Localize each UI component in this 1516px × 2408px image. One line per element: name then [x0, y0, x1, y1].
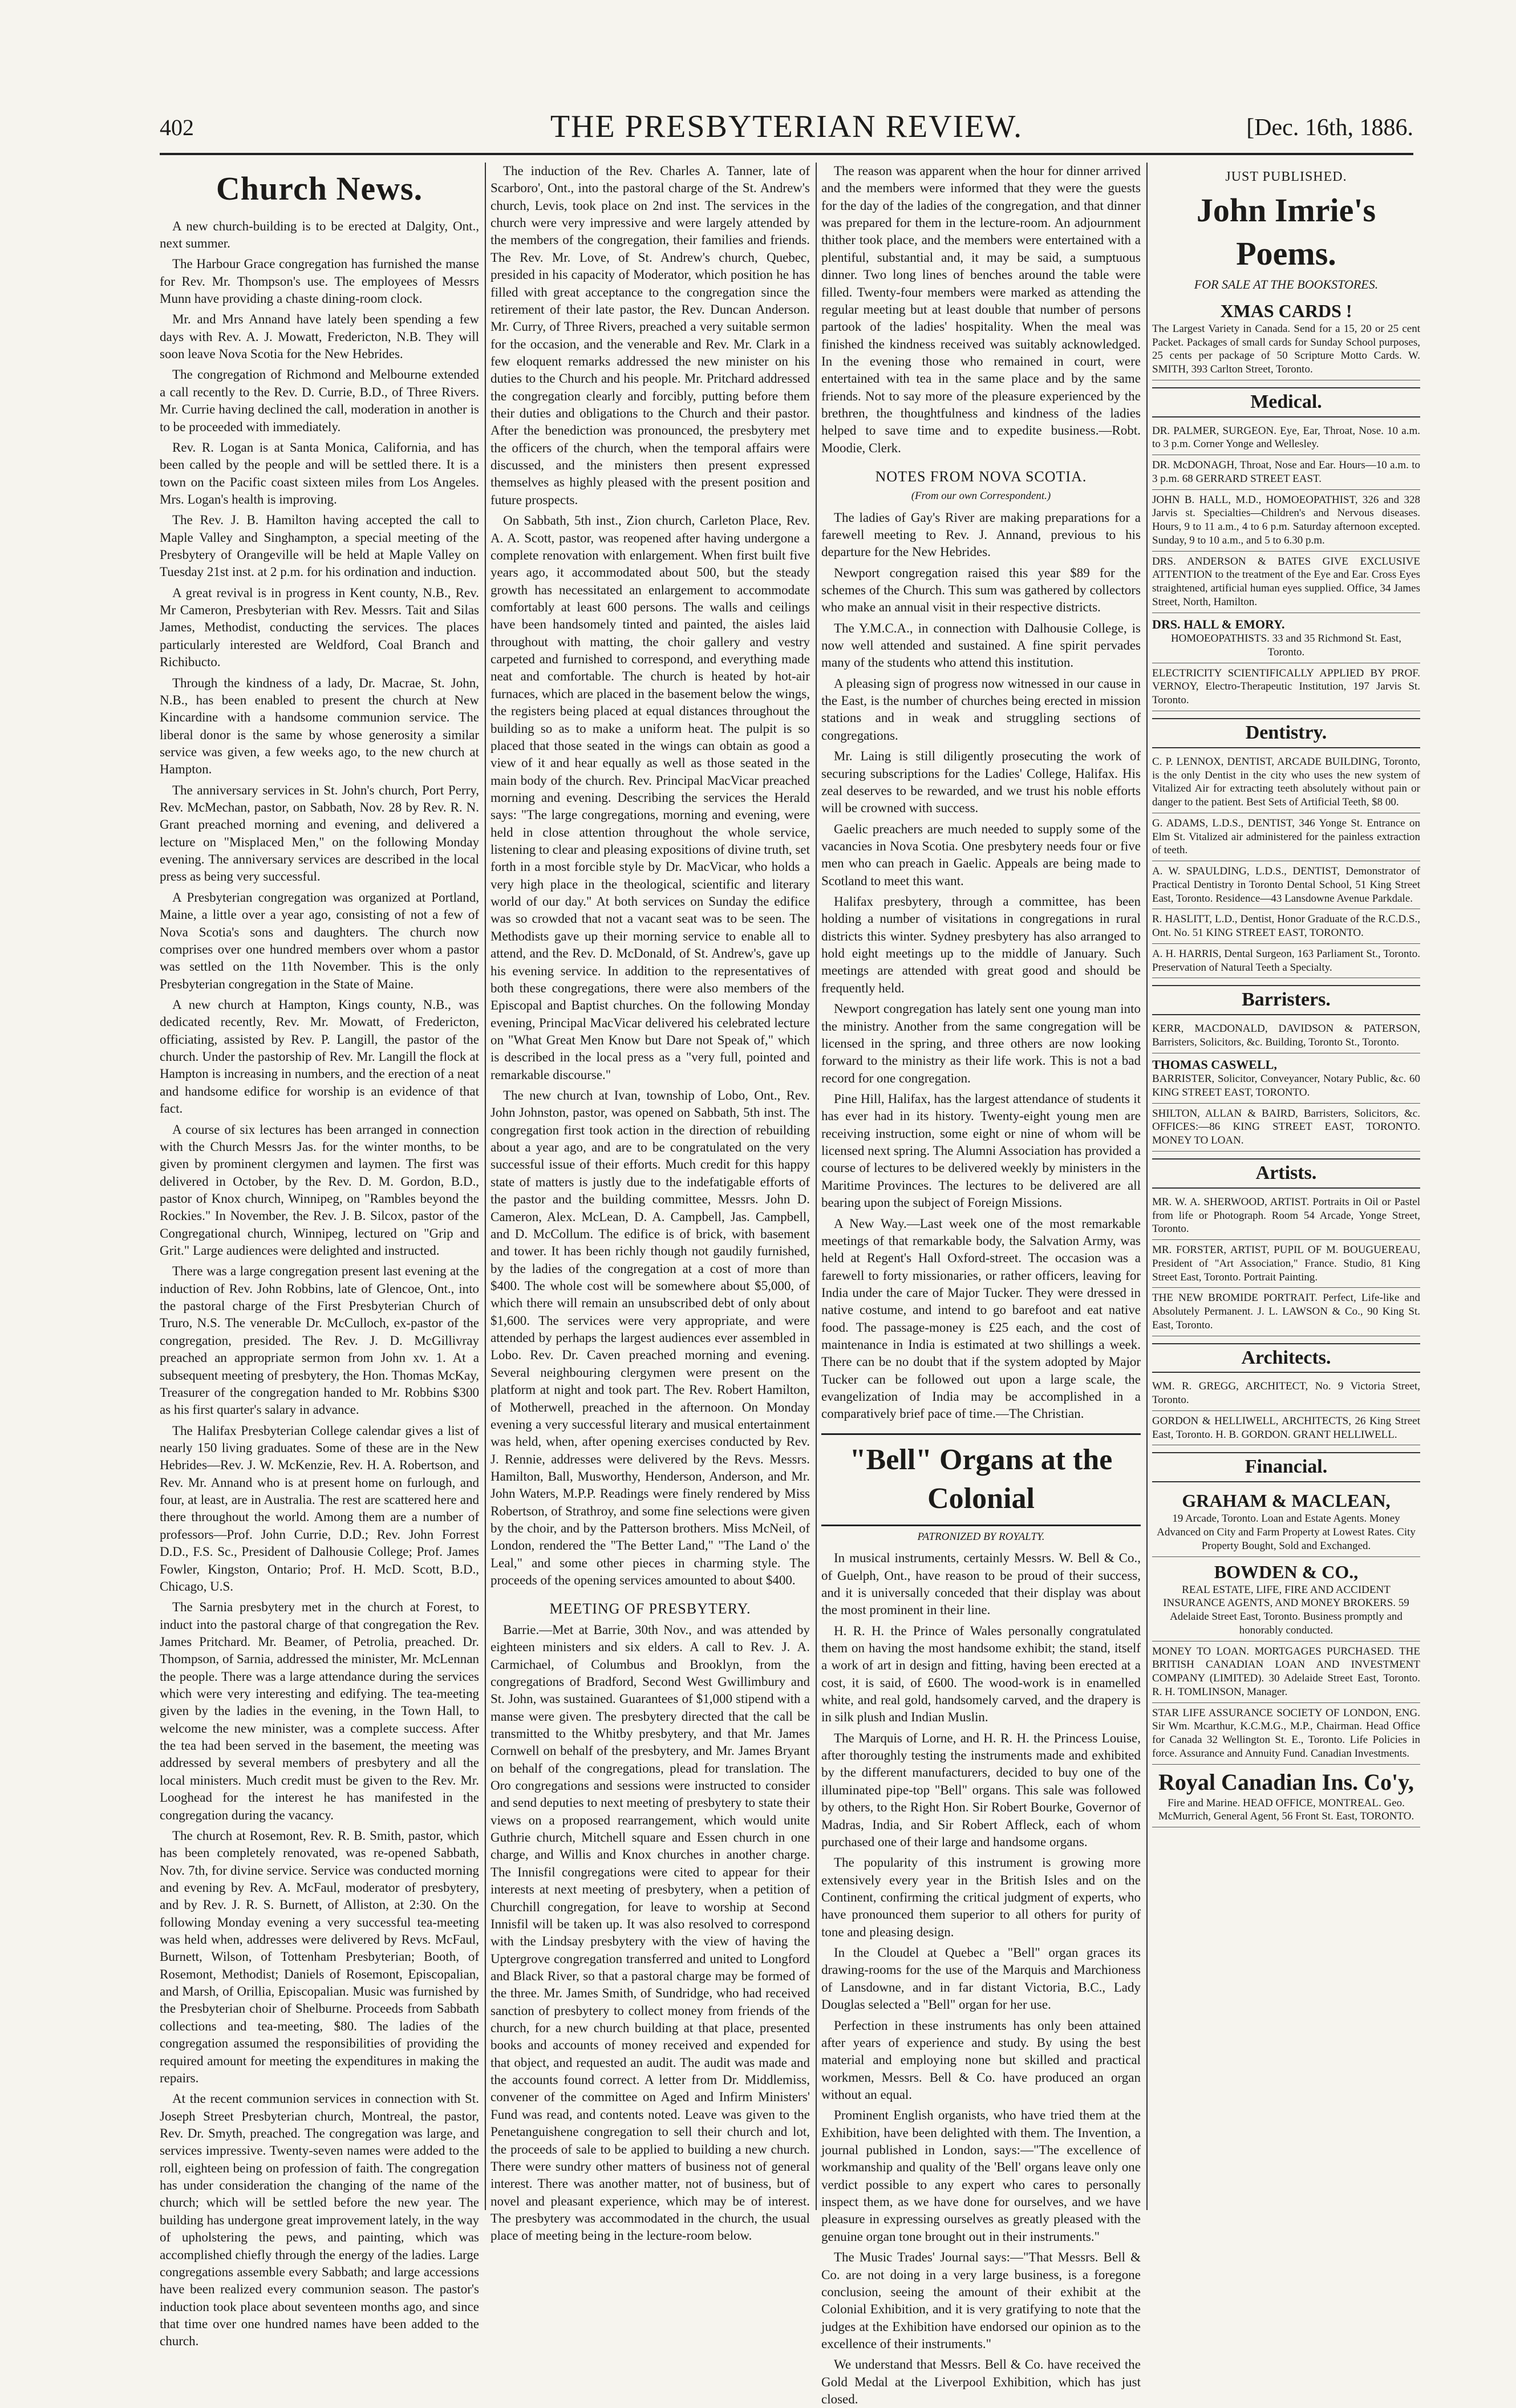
column-advertisements — [1152, 163, 1420, 2210]
news-item: Barrie.—Met at Barrie, 30th Nov., and was attended by eighteen ministers and six elders. A call to Rev. J. A. Carmichael, of Columbus and Brooklyn, from the congregations of Bradford, Second West Gwillimbury and St. John, was sustained. Guarantees of $1,000 stipend with a manse were given. The presbytery directed that the call be transmitted to the Whitby presbytery, and that Mr. James Cornwell on behalf of the presbytery, and Mr. James Bryant on behalf of the congregations, plead for translation. The Oro congregations and sessions were instructed to consider and send deputies to next meeting of presbytery to state their views on a proposed rearrangement, which would unite Guthrie church, Mitchell square and Essen church in one charge, and Willis and Knox churches in another charge. The Innisfil congregations were cited to appear for their interests at next meeting of presbytery, when a petition of Churchill congregation, for leave to worship at Second Innisfil will be taken up. It was also resolved to correspond with the Lindsay presbytery with the view of having the Uptergrove congregation transferred and united to Longford and Black River, so that a pastoral charge may be formed of the three. Mr. James Smith, of Sundridge, who had received sanction of presbytery to collect money from friends of the church, for a new church building at that place, presented books and accounts of money received and expended for that object, and requested an audit. The audit was made and the accounts found correct. A letter from Dr. Middlemiss, convener of the committee on Aged and Infirm Ministers' Fund was read, and contents noted. Leave was given to the Penetanguishene congregation to sell their church and lot, the proceeds of sale to be applied to building a new church. There were sundry other matters of business not of general interest. There was another matter, not of business, but of novel and pleasant experience, which may be of interest. The presbytery was accommodated in the church, the usual place of meeting being in the lecture-room below. — [491, 1622, 810, 2243]
imrie-poems-subtitle: FOR SALE AT THE BOOKSTORES. — [1194, 277, 1379, 291]
news-item: Mr. and Mrs Annand have lately been spending a few days with Rev. A. J. Mowatt, Fredericton, N.B. They will soon leave Nova Scotia for the New Hebrides. — [160, 312, 479, 362]
news-item: Pine Hill, Halifax, has the largest attendance of students it has ever had in its history. Twenty-eight young men are receiving instruction, some eight or nine of whom will be licensed next spring. The Alumni Association has provided a course of lectures to be delivered weekly by ministers in the Maritime Provinces. The lectures to be delivered are all bearing upon the subject of Foreign Missions. — [821, 1092, 1141, 1210]
news-item: A Presbyterian congregation was organized at Portland, Maine, a little over a year ago, consisting of not a few of Nova Scotia's sons and daughters. The church now comprises over one hundred members over whom a pastor was settled on the 11th November. This is the only Presbyterian congregation in the State of Maine. — [160, 890, 479, 991]
news-item: We understand that Messrs. Bell & Co. have received the Gold Medal at the Liverpool Exhibition, which has just closed. — [821, 2357, 1141, 2407]
financial-ad: STAR LIFE ASSURANCE SOCIETY OF LONDON, ENG. Sir Wm. Mcarthur, K.C.M.G., M.P., Chairman. Head Office for Canada 32 Wellington St. E., Toronto. Life Policies in force. Assurance and Annuity Fund. Canadian Investments. — [1152, 1703, 1420, 1765]
news-item: Rev. R. Logan is at Santa Monica, California, and has been called by the people and will be settled there. It is a town on the Pacific coast sixteen miles from Los Angeles. Mrs. Logan's health is improving. — [160, 440, 479, 506]
medical-ad-name: DRS. HALL & EMORY. — [1152, 617, 1285, 631]
column-divider — [816, 163, 817, 2210]
financial-ad-name: GRAHAM & MACLEAN, — [1182, 1490, 1391, 1511]
imrie-poems-title: John Imrie's Poems. — [1196, 191, 1376, 273]
medical-ad: DR. PALMER, SURGEON. Eye, Ear, Throat, Nose. 10 a.m. to 3 p.m. Corner Yonge and Wellesley. — [1152, 421, 1420, 456]
section-heading-medical: Medical. — [1152, 387, 1420, 417]
dentist-ad: A. H. HARRIS, Dental Surgeon, 163 Parliament St., Toronto. Preservation of Natural Teeth a Specialty. — [1152, 944, 1420, 979]
financial-ad-name: BOWDEN & CO., — [1214, 1561, 1359, 1582]
medical-ad: DR. McDONAGH, Throat, Nose and Ear. Hours—10 a.m. to 3 p.m. 68 GERRARD STREET EAST. — [1152, 455, 1420, 490]
news-item: A new church-building is to be erected at Dalgity, Ont., next summer. — [160, 218, 479, 250]
correspondent-note: (From our own Correspondent.) — [911, 490, 1051, 502]
news-item: The ladies of Gay's River are making preparations for a farewell meeting to Rev. J. Annand, previous to his departure for the New Hebrides. — [821, 510, 1141, 560]
financial-ad-text: 19 Arcade, Toronto. Loan and Estate Agents. Money Advanced on City and Farm Property at Lowest Rates. City Property Bought, Sold and Exchanged. — [1157, 1513, 1416, 1552]
news-item: Halifax presbytery, through a committee, has been holding a number of visitations in congregations in rural districts this winter. Sydney presbytery has also arranged to hold eight meetings up to the middle of January. Such meetings are attended with great good and should be frequently held. — [821, 894, 1141, 995]
section-heading-dentistry: Dentistry. — [1152, 718, 1420, 748]
news-item: There was a large congregation present last evening at the induction of Rev. John Robbins, late of Glencoe, Ont., into the pastoral charge of the First Presbyterian Church of Truro, N.S. The venerable Dr. McCulloch, ex-pastor of the congregation, presided. The Rev. J. D. McGillivray preached an appropriate sermon from John xv. 1. At a subsequent meeting of presbytery, the Hon. Thomas McKay, Treasurer of the congregation handed to Mr. Robbins $300 as his first quarter's salary in advance. — [160, 1264, 479, 1417]
royal-canadian-text: Fire and Marine. HEAD OFFICE, MONTREAL. Geo. McMurrich, General Agent, 56 Front St. East, TORONTO. — [1158, 1797, 1414, 1823]
news-item: The Halifax Presbyterian College calendar gives a list of nearly 150 living graduates. Some of these are in the New Hebrides—Rev. J. W. McKenzie, Rev. H. A. Robertson, and Rev. Mr. Annand who is at present home on furlough, and four, at least, are in Australia. The rest are scattered here and there throughout the world. Among them are a number of professors—Prof. John Currie, D.D.; Rev. John Forrest D.D., F.S. Sc., President of Dalhousie College; Prof. James Fowler, Kingston, Ontario; Prof. H. McD. Scott, B.D., Chicago, U.S. — [160, 1423, 479, 1594]
nova-scotia-heading: NOTES FROM NOVA SCOTIA. — [875, 468, 1087, 485]
news-item: Newport congregation raised this year $89 for the schemes of the Church. This sum was gathered by collectors who make an annual visit in their respective districts. — [821, 565, 1141, 615]
dentist-ad: C. P. LENNOX, DENTIST, ARCADE BUILDING, Toronto, is the only Dentist in the city who uses the new system of Vitalized Air for extracting teeth absolutely without pain or danger to the patient. Best Sets of Artificial Teeth, $8 00. — [1152, 752, 1420, 813]
medical-ad — [1152, 613, 1420, 663]
financial-ad-text: REAL ESTATE, LIFE, FIRE AND ACCIDENT INSURANCE AGENTS, AND MONEY BROKERS. 59 Adelaide Street East, Toronto. Business promptly and honorably conducted. — [1163, 1583, 1409, 1636]
barrister-ad-name: THOMAS CASWELL, — [1152, 1057, 1277, 1072]
bell-organs-subheading: PATRONIZED BY ROYALTY. — [917, 1531, 1045, 1543]
news-item: The reason was apparent when the hour for dinner arrived and the members were informed that they were the guests for the day of the ladies of the congregation, and that dinner was prepared for them in the lecture-room. An adjournment thither took place, and the members were entertained with a plentiful, substantial and, it may be said, a sumptuous dinner. Two long lines of benches around the table were filled. Twenty-four members were marked as attending the regular meeting but at least double that number of persons partook of the ladies' hospitality. When the meal was finished the kindness received was suitably acknowledged. In the evening those who remained in court, were entertained with tea in the same place and by the same friends. Not to say more of the pleasure experienced by the brethren, the thoughtfulness and kindness of the ladies helped to save time and to expedite business.—Robt. Moodie, Clerk. — [821, 164, 1141, 455]
page-number: 402 — [160, 115, 194, 140]
news-item: The Sarnia presbytery met in the church at Forest, to induct into the pastoral charge of that congregation the Rev. James Pritchard. Mr. Beamer, of Petrolia, preached. Dr. Thompson, of Sarnia, addressed the minister, Mr. McLennan the people. There was a large attendance during the services which were very interesting and edifying. The tea-meeting given by the ladies in the evening, in the Town Hall, to welcome the new minister, was a complete success. After the tea had been served in the basement, the meeting was addressed by several members of presbytery and all the local ministers. Much credit must be given to the Rev. Mr. Looghead for the interest he has manifested in the congregation during the vacancy. — [160, 1600, 479, 1822]
section-heading-church-news: Church News. — [216, 170, 423, 207]
section-heading-barristers: Barristers. — [1152, 985, 1420, 1015]
news-item: A course of six lectures has been arranged in connection with the Church Messrs Jas. for the winter months, to be given by prominent clergymen and laymen. The first was delivered in October, by the Rev. D. M. Gordon, B.D., pastor of Knox church, Winnipeg, on "Rambles beyond the Rockies." In November, the Rev. J. B. Silcox, pastor of the Congregational church, Winnipeg, lectured on "Grip and Grit." Large audiences were delighted and instructed. — [160, 1122, 479, 1258]
medical-ad: ELECTRICITY SCIENTIFICALLY APPLIED BY PROF. VERNOY, Electro-Therapeutic Institution, 197 Jarvis St. Toronto. — [1152, 663, 1420, 711]
news-item: In the Cloudel at Quebec a "Bell" organ graces its drawing-rooms for the use of the Marquis and Marchioness of Lansdowne, and in far distant Victoria, B.C., Lady Douglas selected a "Bell" organ for her use. — [821, 1945, 1141, 2012]
news-item: The new church at Ivan, township of Lobo, Ont., Rev. John Johnston, pastor, was opened on Sabbath, 5th inst. The congregation first took action in the direction of rebuilding about a year ago, and are to be congratulated on the very successful issue of their efforts. Much credit for this happy state of matters is justly due to the indefatigable efforts of the pastor and the building committee, Messrs. John D. Cameron, Alex. McLean, D. A. Campbell, Jas. Campbell, and D. McCollum. The edifice is of brick, with basement and tower. It has been richly though not gaudily furnished, by the ladies of the congregation at a cost of more than $400. The whole cost will be somewhere about $5,000, of which there will remain an unsubscribed debt of only about $1,600. The services were very appropriate, and were attended by perhaps the largest audiences ever assembled in Lobo. Rev. Dr. Caven preached morning and evening. Several neighbouring clergymen were present on the platform at night and took part. The Rev. Robert Hamilton, of Motherwell, preached in the afternoon. On Monday evening a very successful literary and musical entertainment was held, when, after opening exercises conducted by Rev. J. Rennie, addresses were delivered by the Revs. Messrs. Hamilton, Ball, Musworthy, Henderson, Anderson, and Mr. John Waters, M.P.P. Readings were finely rendered by Miss Robertson, of Strathroy, and some fine selections were given by the choir, and by the Patterson brothers. Miss McNeil, of London, rendered the "The Better Land," "The Land o' the Leal," and some other pieces in charming style. The proceeds of the opening services amounted to about $400. — [491, 1088, 810, 1588]
architect-ad: WM. R. GREGG, ARCHITECT, No. 9 Victoria Street, Toronto. — [1152, 1376, 1420, 1411]
news-item: A new church at Hampton, Kings county, N.B., was dedicated recently, Rev. Mr. Mowatt, of Fredericton, officiating, assisted by Rev. P. Langill, the pastor of the church. Under the pastorship of Rev. Mr. Langill the flock at Hampton is increasing in numbers, and the erection of a neat and handsome edifice for worship is an evidence of that fact. — [160, 998, 479, 1116]
news-item: Perfection in these instruments has only been attained after years of experience and study. By using the best material and employing none but skilled and practical workmen, Messrs. Bell & Co. have produced an organ without an equal. — [821, 2018, 1141, 2102]
insurance-ad — [1152, 1765, 1420, 1828]
barrister-ad: KERR, MACDONALD, DAVIDSON & PATERSON, Barristers, Solicitors, &c. Building, Toronto St., Toronto. — [1152, 1019, 1420, 1053]
medical-ad-text: HOMOEOPATHISTS. 33 and 35 Richmond St. East, Toronto. — [1170, 633, 1402, 658]
financial-ad: MONEY TO LOAN. MORTGAGES PURCHASED. THE BRITISH CANADIAN LOAN AND INVESTMENT COMPANY (LIMITED). 30 Adelaide Street East, Toronto. R. H. TOMLINSON, Manager. — [1152, 1641, 1420, 1703]
masthead — [160, 108, 1413, 148]
news-item: On Sabbath, 5th inst., Zion church, Carleton Place, Rev. A. A. Scott, pastor, was reopened after having undergone a complete renovation with enlargement. When first built five years ago, it accommodated about 500, but the steady growth has necessitated an enlargement to accommodate comfortably at least 600 persons. The walls and ceilings have been handsomely tinted and painted, the aisles laid throughout with matting, the choir gallery and vestry carpeted and furnished to correspond, and everything made neat and comfortable. The church is heated by hot-air furnaces, which are placed in the basement below the wings, the registers being placed at equal distances throughout the building so as to make a uniform heat. The pulpit is so placed that those seated in the wings can obtain as good a view of it and hear equally as well as those seated in the main body of the church. Rev. Principal MacVicar preached morning and evening. Describing the services the Herald says: "The large congregations, morning and evening, were held in close attention throughout the whole service, listening to clear and pleasing expositions of divine truth, set forth in a most forcible style by Dr. MacVicar, who holds a very high place in the theological, scientific and literary world of our day." At both services on Sunday the edifice was so crowded that not a vacant seat was to be seen. The Methodists gave up their morning service to enable all to attend, and the Rev. D. McDonald, of St. Andrew's, gave up his evening service. In addition to the representatives of both these congregations, there were also members of the Episcopal and Baptist churches. On the following Monday evening, Principal MacVicar delivered his celebrated lecture on "What Great Men Know but Dare not Speak of," which is described in the local press as a "very full, pointed and remarkable discourse." — [491, 513, 810, 1082]
news-item: The induction of the Rev. Charles A. Tanner, late of Scarboro', Ont., into the pastoral charge of the St. Andrew's church, Levis, took place on 2nd inst. The services in the church were very impressive and were largely attended by the members of the congregation, their families and friends. The Rev. Mr. Love, of St. Andrew's church, Quebec, presided in his capacity of Moderator, which position he has filled with great acceptance to the congregation since the retirement of their late pastor, the Rev. Duncan Anderson. Mr. Curry, of Three Rivers, preached a very suitable sermon for the occasion, and the venerable and Rev. Mr. Clark in a few eloquent remarks addressed the new minister on his duties to the Church and his people. Mr. Pritchard addressed the congregation clearly and forcibly, putting before them their duties and obligations to the Church and their pastor. After the benediction was pronounced, the presbytery met the officers of the church, when the temporal affairs were discussed, and the ministers then present expressed themselves as highly pleased with the present position and future prospects. — [491, 164, 810, 507]
meeting-of-presbytery-heading: MEETING OF PRESBYTERY. — [549, 1600, 751, 1618]
news-item: Prominent English organists, who have tried them at the Exhibition, have been delighted with them. The Invention, a journal published in London, says:—"The excellence of workmanship and quality of the 'Bell' organs leave only one verdict possible to any expert who cares to personally inspect them, as we have done for ourselves, and we have pleasure in expressing ourselves as greatly pleased with the genuine organ tone brought out in their instruments." — [821, 2108, 1141, 2244]
dentist-ad: G. ADAMS, L.D.S., DENTIST, 346 Yonge St. Entrance on Elm St. Vitalized air administered for the painless extraction of teeth. — [1152, 813, 1420, 861]
royal-canadian-name: Royal Canadian Ins. Co'y, — [1158, 1769, 1414, 1795]
news-item: The popularity of this instrument is growing more extensively every year in the British Isles and on the Continent, confirming the critical judgment of experts, who have pronounced them superior to all others for purity of tone and pleasing design. — [821, 1855, 1141, 1939]
dentist-ad: A. W. SPAULDING, L.D.S., DENTIST, Demonstrator of Practical Dentistry in Toronto Dental School, 51 King Street East, Toronto. Residence—43 Lansdowne Avenue Parkdale. — [1152, 861, 1420, 909]
artist-ad: THE NEW BROMIDE PORTRAIT. Perfect, Life-like and Absolutely Permanent. J. L. LAWSON & Co., 90 King St. East, Toronto. — [1152, 1288, 1420, 1336]
section-heading-artists: Artists. — [1152, 1158, 1420, 1189]
section-heading-financial: Financial. — [1152, 1452, 1420, 1482]
barrister-ad — [1152, 1053, 1420, 1104]
news-item: H. R. H. the Prince of Wales personally congratulated them on having the most handsome exhibit; the stand, itself a work of art in design and fitting, having been erected at a cost, it is said, of £600. The wood-work is in enamelled white, and real gold, handsomely carved, and the drapery is in silk plush and Indian Muslin. — [821, 1623, 1141, 1725]
architect-ad: GORDON & HELLIWELL, ARCHITECTS, 26 King Street East, Toronto. H. B. GORDON. GRANT HELLIWELL. — [1152, 1411, 1420, 1446]
financial-ad — [1152, 1557, 1420, 1641]
column-divider — [485, 163, 486, 2210]
column-church-news — [160, 163, 479, 2349]
news-item: At the recent communion services in connection with St. Joseph Street Presbyterian church, Montreal, the pastor, Rev. Dr. Smyth, preached. The congregation was large, and services impressive. Twenty-seven names were added to the roll, eighteen being on profession of faith. The congregation has under consideration the changing of the name of the church; which will be settled before the new year. The building has undergone great improvement lately, in the way of upholstering the pews, and painting, which was accomplished chiefly through the energy of the ladies. Large congregations assemble every Sabbath; and large accessions have been realized every communion season. The pastor's induction took place about seventeen months ago, and since that time over one hundred names have been added to the church. — [160, 2091, 479, 2349]
news-item: The Marquis of Lorne, and H. R. H. the Princess Louise, after thoroughly testing the instruments made and exhibited by the different manufacturers, decided to buy one of the illuminated pipe-top "Bell" organs. This sale was followed by others, to the Right Hon. Sir Robert Bourke, Governor of Madras, India, and Sir Robert Affleck, each of whom purchased one of their large and handsome organs. — [821, 1730, 1141, 1849]
medical-ad: DRS. ANDERSON & BATES GIVE EXCLUSIVE ATTENTION to the treatment of the Eye and Ear. Cross Eyes straightened, artificial human eyes supplied. Office, 34 James Street, North, Hamilton. — [1152, 552, 1420, 613]
financial-ad — [1152, 1486, 1420, 1556]
masthead-rule — [160, 153, 1413, 155]
medical-ad: JOHN B. HALL, M.D., HOMOEOPATHIST, 326 and 328 Jarvis st. Specialties—Children's and Nervous diseases. Hours, 9 to 11 a.m., 4 to 6 p.m. Saturday afternoon excepted. Sunday, 9 to 10 a.m., and 5 to 6.30 p.m. — [1152, 490, 1420, 552]
news-item: The Rev. J. B. Hamilton having accepted the call to Maple Valley and Singhampton, a special meeting of the Presbytery of Orangeville will be held at Maple Valley on Tuesday 21st inst. at 2 p.m. for his ordination and induction. — [160, 513, 479, 579]
issue-date: [Dec. 16th, 1886. — [1246, 115, 1413, 141]
news-item: A pleasing sign of progress now witnessed in our cause in the East, is the number of churches being erected in mission stations and in weak and struggling sections of congregations. — [821, 676, 1141, 743]
news-item: The Harbour Grace congregation has furnished the manse for Rev. Mr. Thompson's use. The employees of Messrs Munn have providing a chaste dining-room clock. — [160, 257, 479, 306]
news-item: The congregation of Richmond and Melbourne extended a call recently to the Rev. D. Currie, B.D., of Three Rivers. Mr. Currie having declined the call, moderation in another is to be proceeded with immediately. — [160, 367, 479, 434]
news-item: A great revival is in progress in Kent county, N.B., Rev. Mr Cameron, Presbyterian with Rev. Messrs. Tait and Silas James, Methodist, conducting the services. The places particularly interested are Weldford, Coal Branch and Richibucto. — [160, 585, 479, 670]
news-item: In musical instruments, certainly Messrs. W. Bell & Co., of Guelph, Ont., have reason to be proud of their success, and it is universally conceded that their display was about the most prominent in their line. — [821, 1551, 1141, 1618]
news-item: Gaelic preachers are much needed to supply some of the vacancies in Nova Scotia. One presbytery needs four or five men who can preach in Gaelic. Appeals are being made to Scotland to meet this want. — [821, 821, 1141, 888]
xmas-cards-ad — [1152, 296, 1420, 380]
barrister-ad: SHILTON, ALLAN & BAIRD, Barristers, Solicitors, &c. OFFICES:—86 KING STREET EAST, TORONTO. MONEY TO LOAN. — [1152, 1104, 1420, 1152]
column-divider — [1146, 163, 1148, 2210]
artist-ad: MR. FORSTER, ARTIST, PUPIL OF M. BOUGUEREAU, President of "Art Association," France. Studio, 81 King Street East, Toronto. Portrait Painting. — [1152, 1240, 1420, 1288]
xmas-cards-text: The Largest Variety in Canada. Send for a 15, 20 or 25 cent Packet. Packages of small cards for Sunday School purposes, 25 cents per package of 50 Scripture Motto Cards. W. SMITH, 393 Carlton Street, Toronto. — [1152, 322, 1420, 376]
xmas-cards-title: XMAS CARDS ! — [1220, 300, 1352, 321]
news-item: The anniversary services in St. John's church, Port Perry, Rev. McMechan, pastor, on Sabbath, Nov. 28 by Rev. R. N. Grant preached morning and evening, and delivered a lecture on "Misplaced Men," on the following Monday evening. The anniversary services are described in the local press as being very successful. — [160, 783, 479, 884]
artist-ad: MR. W. A. SHERWOOD, ARTIST. Portraits in Oil or Pastel from life or Photograph. Room 54 Arcade, Yonge Street, Toronto. — [1152, 1192, 1420, 1240]
section-heading-architects: Architects. — [1152, 1343, 1420, 1373]
bell-organs-heading: "Bell" Organs at the Colonial — [821, 1433, 1141, 1526]
news-item: The church at Rosemont, Rev. R. B. Smith, pastor, which has been completely renovated, was re-opened Sabbath, Nov. 7th, for divine service. Service was conducted morning and evening by Rev. A. McFaul, moderator of presbytery, and by Rev. J. R. S. Burnett, of Alliston, at 2:30. On the following Monday evening a very successful tea-meeting was held when, addresses were delivered by Revs. McFaul, Burnett, Wilson, of Tottenham Presbyterian; Booth, of Rosemont, Methodist; Daniels of Rosemont, Episcopalian, and Marsh, of Orillia, Episcopalian. Music was furnished by the Presbyterian choir of Shelburne. Proceeds from Sabbath collections and tea-meeting, $80. The ladies of the congregation assumed the responsibilities of providing the required amount for meeting the expenditures in making the repairs. — [160, 1828, 479, 2085]
column-two — [491, 163, 810, 2243]
news-item: Mr. Laing is still diligently prosecuting the work of securing subscriptions for the Ladies' College, Halifax. His zeal deserves to be rewarded, and we trust his noble efforts will be crowned with success. — [821, 749, 1141, 816]
news-item: Newport congregation has lately sent one young man into the ministry. Another from the same congregation will be licensed in the spring, and three others are now looking forward to the ministry as their life work. This is not a bad record for one congregation. — [821, 1002, 1141, 1085]
column-three — [821, 163, 1141, 2407]
news-item: The Music Trades' Journal says:—"That Messrs. Bell & Co. are not doing in a very large business, is a foregone conclusion, seeing the amount of their exhibit at the Colonial Exhibition, and it is very gratifying to note that the judges at the Exhibition have endorsed our opinion as to the excellence of their instruments." — [821, 2250, 1141, 2351]
barrister-ad-text: BARRISTER, Solicitor, Conveyancer, Notary Public, &c. 60 KING STREET EAST, TORONTO. — [1152, 1073, 1420, 1098]
just-published-label: JUST PUBLISHED. — [1225, 169, 1347, 184]
newspaper-title: THE PRESBYTERIAN REVIEW. — [550, 109, 1023, 144]
news-item: Through the kindness of a lady, Dr. Macrae, St. John, N.B., has been enabled to present the church at New Kincardine with a handsome communion service. The liberal donor is the same by whose generosity a similar service was given, a few weeks ago, to the new church at Hampton. — [160, 675, 479, 777]
news-item: A New Way.—Last week one of the most remarkable meetings of that remarkable body, the Salvation Army, was held at Regent's Hall Oxford-street. The occasion was a farewell to forty missionaries, or rather officers, leaving for India under the care of Major Tucker. They were dressed in native costume, and intend to go barefoot and eat native food. The passage-money is £25 each, and the cost of maintenance in India is estimated at two shillings a week. There can be no doubt that if the system adopted by Major Tucker can be followed out upon a large scale, the evangelization of India may be accomplished in a comparatively brief pace of time.—The Christian. — [821, 1216, 1141, 1421]
dentist-ad: R. HASLITT, L.D., Dentist, Honor Graduate of the R.C.D.S., Ont. No. 51 KING STREET EAST, TORONTO. — [1152, 909, 1420, 944]
news-item: The Y.M.C.A., in connection with Dalhousie College, is now well attended and sustained. A fine spirit pervades many of the students who attend this institution. — [821, 621, 1141, 670]
